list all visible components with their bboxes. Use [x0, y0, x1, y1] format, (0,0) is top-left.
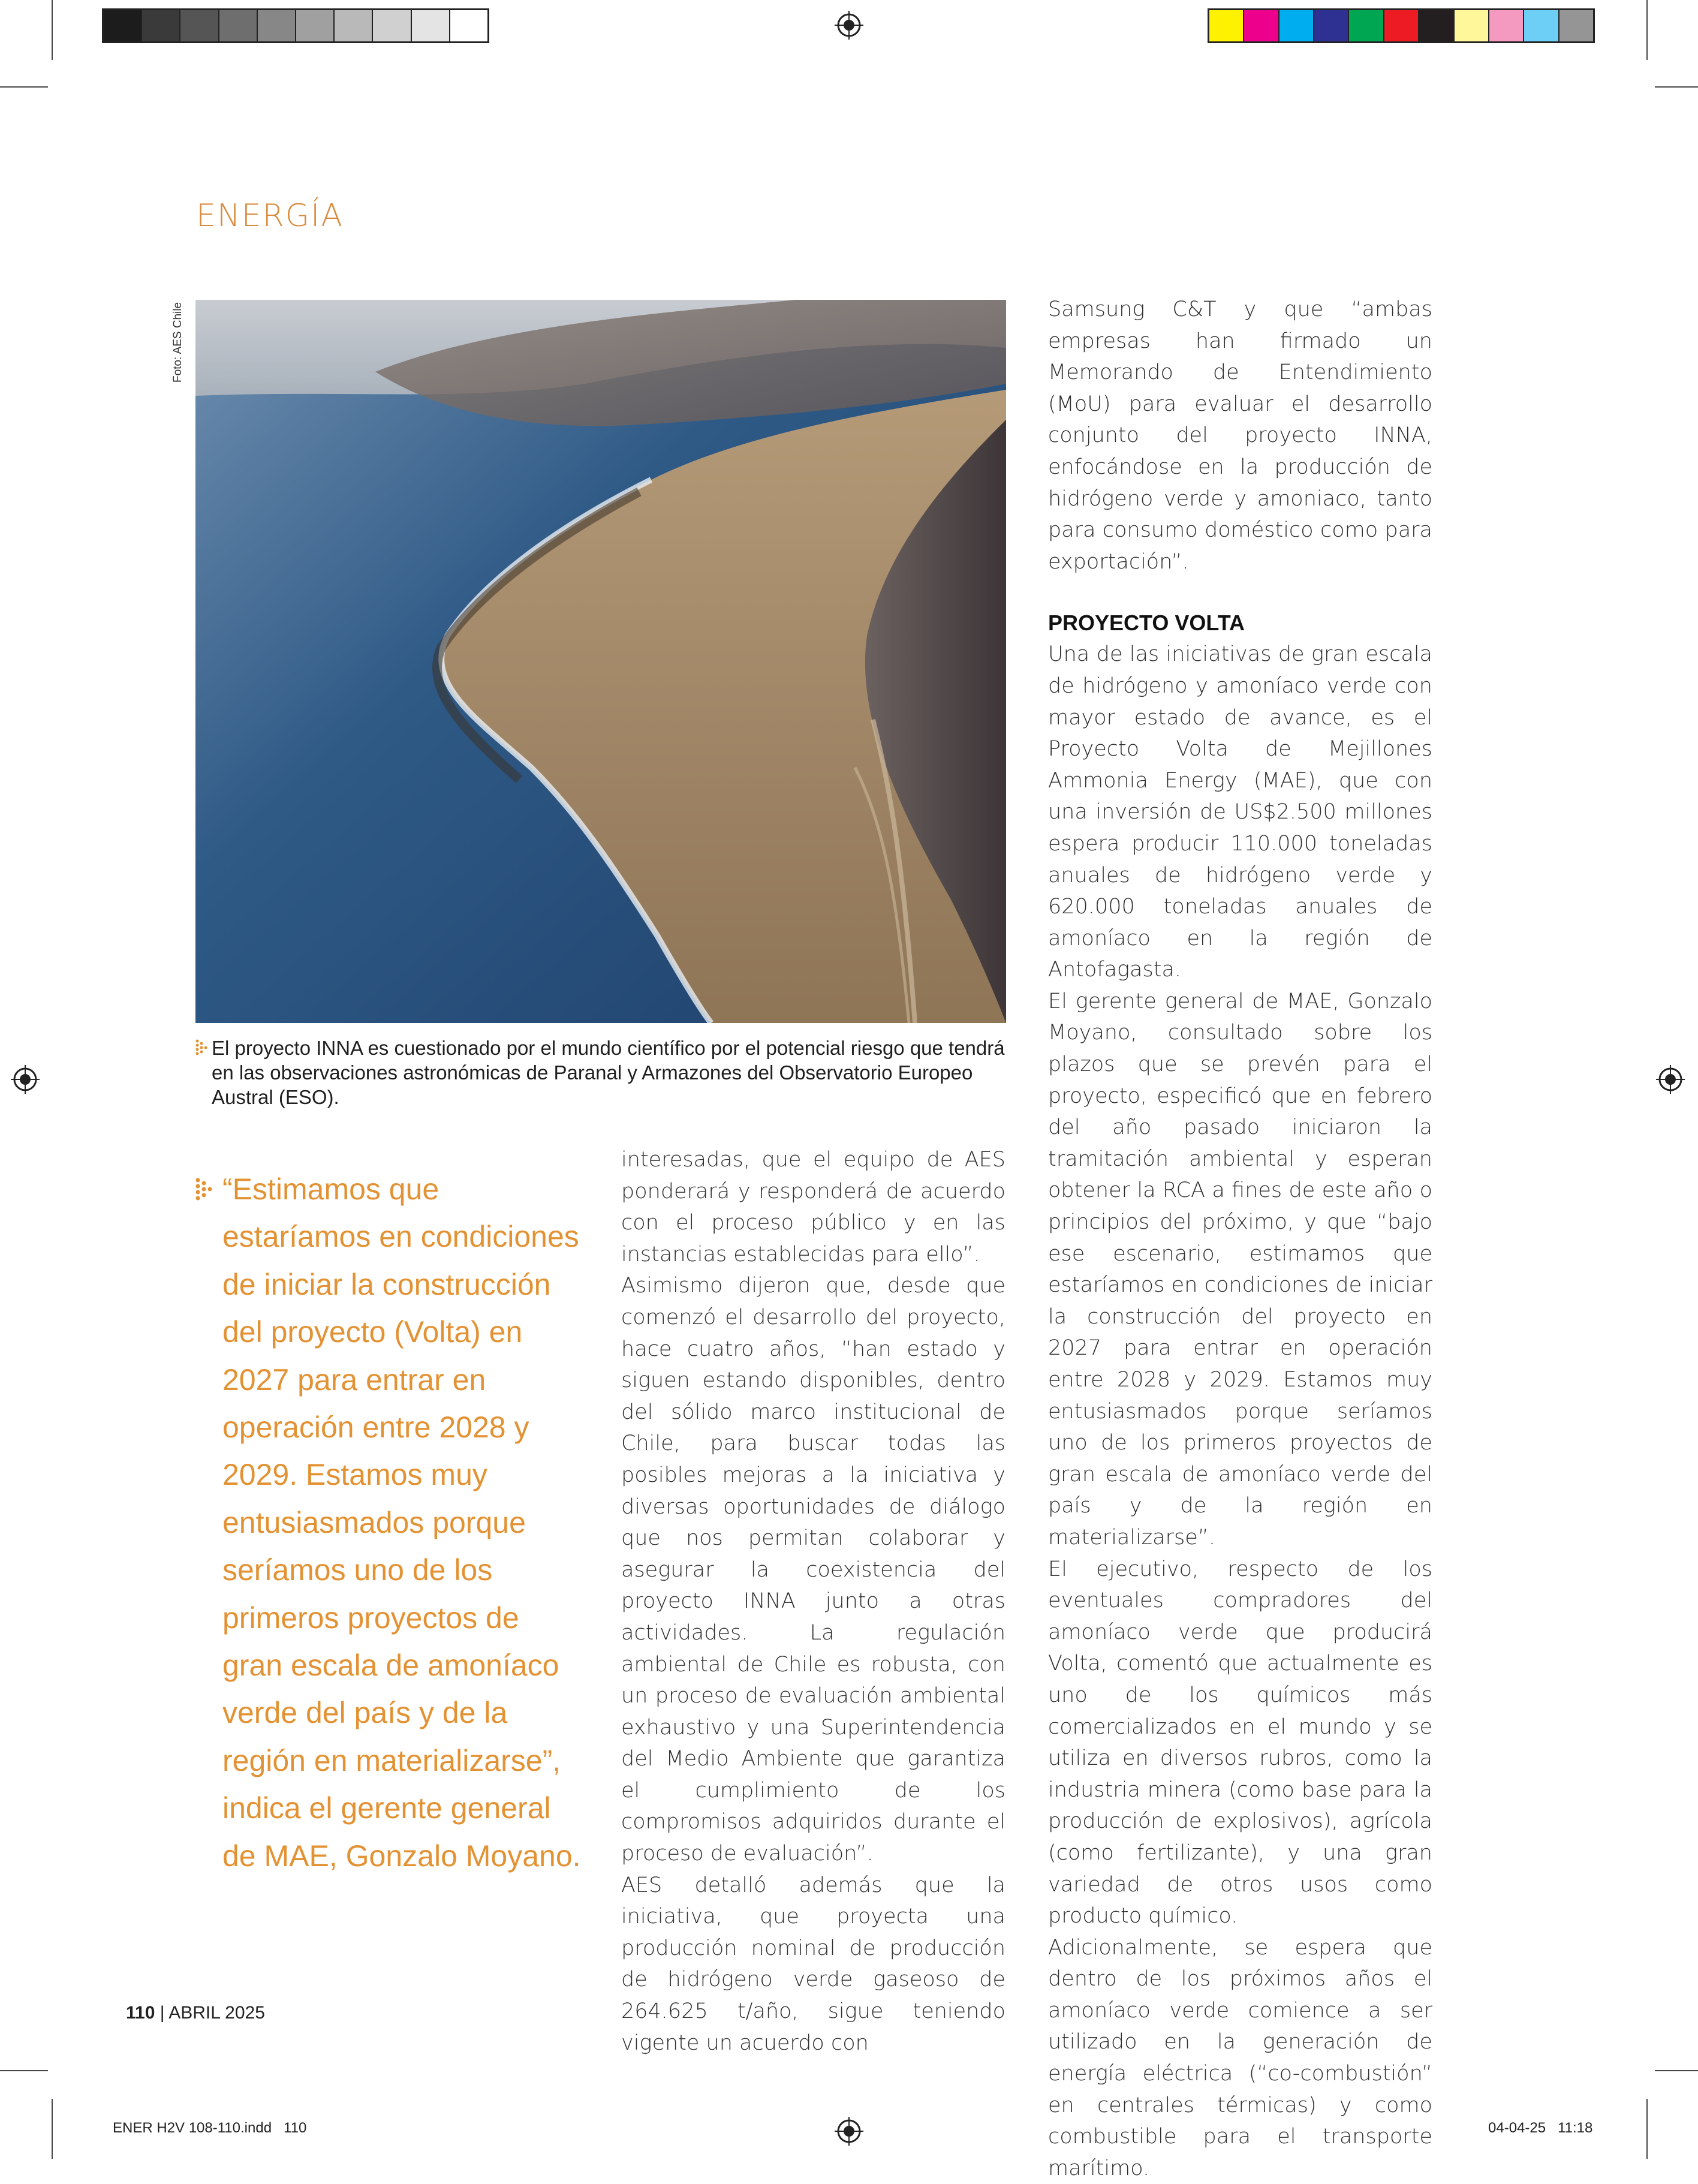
- registration-target-icon: [11, 1065, 40, 1094]
- paragraph: Adicionalmente, se espera que dentro de los próximos años el amoníaco verde comience a ser utilizado en la generación de energía eléctrica (“co-combustión” en centrales térmicas) y como combustible para el transporte marítimo.: [1048, 1935, 1432, 2180]
- color-swatch: [1559, 10, 1593, 41]
- pull-quote: [195, 1166, 585, 1880]
- color-swatch: [1244, 10, 1279, 41]
- color-swatch: [1419, 10, 1454, 41]
- coastline-photo: [195, 300, 1006, 1023]
- bullet-arrow-icon: [195, 1178, 217, 1203]
- body-column-right: [1048, 294, 1432, 2184]
- registration-target-icon: [835, 11, 863, 40]
- grayscale-color-bar: [102, 8, 489, 43]
- pull-quote-text: “Estimamos que estaríamos en condiciones de iniciar la construcción del proyecto (Volta) en 2027 para entrar en operación entre 2028 y 2029. Estamos muy entusiasmados porque seríamos uno de los primeros proyectos de gran escala de amoníaco verde del país y de la región en materializarse”, indica el gerente general de MAE, Gonzalo Moyano.: [222, 1172, 581, 1873]
- subheading: PROYECTO VOLTA: [1048, 610, 1245, 636]
- color-swatch: [296, 10, 335, 41]
- photo-caption: [195, 1036, 1006, 1109]
- color-swatch: [258, 10, 296, 41]
- folio-divider: |: [159, 2003, 169, 2023]
- color-swatch: [104, 10, 142, 41]
- paragraph: El ejecutivo, respecto de los eventuales compradores del amoníaco verde que producirá Volta, comentó que actualmente es uno de los químicos más comercializados en el mundo y se utiliza en diversos rubros, como la industria minera (como base para la producción de explosivos), agrícola (como fertilizante), y una gran variedad de otros usos como producto químico.: [1048, 1557, 1432, 1929]
- crop-mark: [0, 86, 48, 88]
- color-swatch: [1209, 10, 1244, 41]
- paragraph: Samsung C&T y que “ambas empresas han firmado un Memorando de Entendimiento (MoU) para evaluar el desarrollo conjunto del proyecto INNA, enfocándose en la producción de hidrógeno verde y amoniaco, tanto para consumo doméstico como para exportación”.: [1048, 297, 1432, 574]
- file-slug: ENER H2V 108-110.indd 110: [113, 2120, 307, 2136]
- color-swatch: [450, 10, 487, 41]
- paragraph: Asimismo dijeron que, desde que comenzó el desarrollo del proyecto, hace cuatro años, “han estado y siguen estando disponibles, dentro del sólido marco institucional de Chile, para buscar todas las posibles mejoras a la iniciativa y diversas oportunidades de diálogo que nos permitan colaborar y asegurar la coexistencia del proyecto INNA junto a otras actividades. La regulación ambiental de Chile es robusta, con un proceso de evaluación ambiental exhaustivo y una Superintendencia del Medio Ambiente que garantiza el cumplimiento de los compromisos adquiridos durante el proceso de evaluación”.: [621, 1274, 1005, 1866]
- photo-credit: [171, 299, 195, 383]
- caption-text: El proyecto INNA es cuestionado por el mundo científico por el potencial riesgo que tendrá en las observaciones astronómicas de Paranal y Armazones del Observatorio Europeo Austral (ESO).: [212, 1037, 1005, 1108]
- paragraph: AES detalló además que la iniciativa, que proyecta una producción nominal de producción de hidrógeno verde gaseoso de 264.625 t/año, sigue teniendo vigente un acuerdo con: [621, 1873, 1005, 2055]
- color-swatch: [1279, 10, 1314, 41]
- color-swatch: [142, 10, 180, 41]
- issue-date: ABRIL 2025: [168, 2003, 265, 2023]
- paragraph: interesadas, que el equipo de AES ponderará y responderá de acuerdo con el proceso público y en las instancias establecidas para ello”.: [621, 1148, 1005, 1267]
- photo-credit-text: Foto: AES Chile: [171, 302, 184, 383]
- color-swatch: [373, 10, 411, 41]
- section-title: ENERGÍA: [196, 198, 344, 234]
- crop-mark: [52, 2099, 53, 2159]
- paragraph: Una de las iniciativas de gran escala de hidrógeno y amoníaco verde con mayor estado de avance, es el Proyecto Volta de Mejillones Ammonia Energy (MAE), que con una inversión de US$2.500 millones espera producir 110.000 toneladas anuales de hidrógeno verde y 620.000 toneladas anuales de amoníaco en la región de Antofagasta.: [1048, 642, 1432, 982]
- color-swatch: [335, 10, 373, 41]
- crop-mark: [52, 0, 53, 60]
- print-timestamp: 04-04-25 11:18: [1488, 2120, 1593, 2136]
- color-swatch: [1384, 10, 1419, 41]
- crop-mark: [1646, 2099, 1648, 2159]
- paragraph: El gerente general de MAE, Gonzalo Moyano, consultado sobre los plazos que se prevén para el proyecto, especificó que en febrero del año pasado iniciaron la tramitación ambiental y esperan obtener la RCA a fines de este año o principios del próximo, y que “bajo ese escenario, estimamos que estaríamos en condiciones de iniciar la construcción del proyecto en 2027 para entrar en operación entre 2028 y 2029. Estamos muy entusiasmados porque seríamos uno de los primeros proyectos de gran escala de amoníaco verde del país y de la región en materializarse”.: [1048, 989, 1432, 1550]
- color-swatch: [219, 10, 258, 41]
- color-swatch: [180, 10, 219, 41]
- process-color-bar: [1208, 8, 1595, 43]
- color-swatch: [1349, 10, 1384, 41]
- color-swatch: [412, 10, 450, 41]
- page-number: 110: [126, 2003, 155, 2023]
- registration-target-icon: [1656, 1065, 1685, 1094]
- body-column-middle: [621, 1144, 1005, 2059]
- color-swatch: [1314, 10, 1349, 41]
- crop-mark: [0, 2070, 48, 2071]
- color-swatch: [1524, 10, 1559, 41]
- color-swatch: [1455, 10, 1489, 41]
- crop-mark: [1655, 86, 1698, 88]
- registration-target-icon: [835, 2117, 863, 2146]
- page-folio: [126, 2003, 265, 2023]
- color-swatch: [1489, 10, 1524, 41]
- crop-mark: [1655, 2070, 1698, 2071]
- crop-mark: [1646, 0, 1648, 60]
- bullet-arrow-icon: [195, 1039, 210, 1057]
